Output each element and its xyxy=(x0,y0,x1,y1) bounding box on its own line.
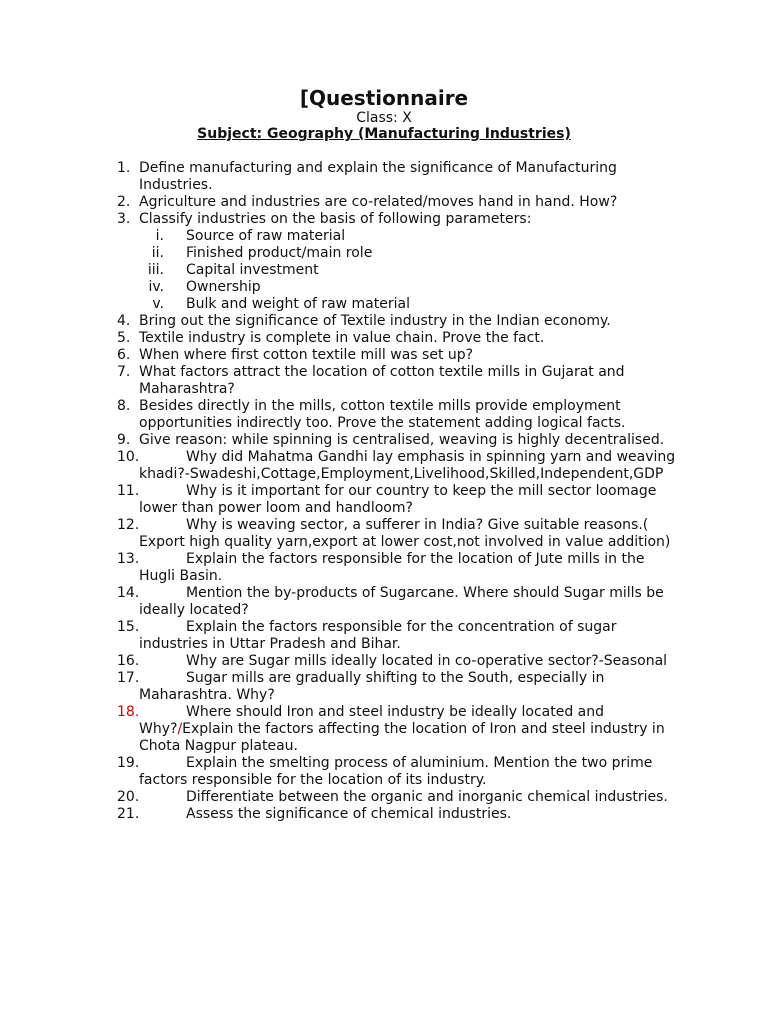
question-number: 15. xyxy=(117,619,140,635)
question-list xyxy=(0,160,768,823)
question-text: Where should Iron and steel industry be ideally located and Why? xyxy=(139,704,605,737)
question-number: 3. xyxy=(117,211,131,227)
question-item xyxy=(0,160,679,194)
question-text: Differentiate between the organic and inorganic chemical industries. xyxy=(186,789,668,805)
question-text: Give reason: while spinning is centralised, weaving is highly decentralised. xyxy=(139,432,665,448)
question-text: Classify industries on the basis of following parameters: xyxy=(139,211,532,227)
question-text: Textile industry is complete in value chain. Prove the fact. xyxy=(139,330,545,346)
question-item xyxy=(0,398,679,432)
question-number: 14. xyxy=(117,585,140,601)
question-text: Explain the factors affecting the location of Iron and steel industry in Chota Nagpur plateau. xyxy=(139,721,665,754)
question-item xyxy=(0,432,679,449)
parameter-number: iii. xyxy=(147,262,164,278)
question-text: Bring out the significance of Textile industry in the Indian economy. xyxy=(139,313,611,329)
parameter-text: Source of raw material xyxy=(186,228,346,244)
question-item xyxy=(0,653,679,670)
question-item xyxy=(0,585,679,619)
question-item xyxy=(0,483,679,517)
question-item xyxy=(0,704,679,755)
parameter-text: Finished product/main role xyxy=(186,245,373,261)
question-number: 20. xyxy=(117,789,140,805)
question-item xyxy=(0,789,679,806)
parameter-text: Capital investment xyxy=(186,262,319,278)
question-text: Why did Mahatma Gandhi lay emphasis in spinning yarn and weaving khadi?-Swadeshi,Cottage,Employment,Livelihood,Skilled,Independent,GDP xyxy=(139,449,676,482)
question-number: 2. xyxy=(117,194,131,210)
parameter-text: Bulk and weight of raw material xyxy=(186,296,410,312)
question-number: 13. xyxy=(117,551,140,567)
question-number: 6. xyxy=(117,347,131,363)
page-title: [Questionnaire xyxy=(299,86,469,110)
question-text: Explain the smelting process of aluminium. Mention the two prime factors responsible for the location of its industry. xyxy=(139,755,653,788)
question-text: Explain the factors responsible for the location of Jute mills in the Hugli Basin. xyxy=(139,551,645,584)
question-number: 4. xyxy=(117,313,131,329)
parameter-number: i. xyxy=(155,228,164,244)
question-item xyxy=(0,347,679,364)
question-number-highlighted: 18. xyxy=(117,704,140,720)
question-number: 9. xyxy=(117,432,131,448)
question-text: Sugar mills are gradually shifting to the South, especially in Maharashtra. Why? xyxy=(139,670,605,703)
question-text: Why are Sugar mills ideally located in co-operative sector?-Seasonal xyxy=(186,653,668,669)
subject-heading: Subject: Geography (Manufacturing Industries) xyxy=(197,126,571,142)
question-number: 10. xyxy=(117,449,140,465)
question-item xyxy=(0,211,679,228)
question-number: 1. xyxy=(117,160,131,176)
question-item xyxy=(0,517,679,551)
question-item xyxy=(0,449,679,483)
question-text: Mention the by-products of Sugarcane. Where should Sugar mills be ideally located? xyxy=(139,585,664,618)
question-text: Agriculture and industries are co-related/moves hand in hand. How? xyxy=(139,194,618,210)
parameter-item xyxy=(0,296,768,313)
question-item xyxy=(0,364,679,398)
question-text: When where first cotton textile mill was set up? xyxy=(139,347,474,363)
question-text: Besides directly in the mills, cotton textile mills provide employment opportunities indirectly too. Prove the statement adding logical facts. xyxy=(139,398,626,431)
question-item xyxy=(0,194,679,211)
question-number: 19. xyxy=(117,755,140,771)
question-text: Explain the factors responsible for the concentration of sugar industries in Uttar Pradesh and Bihar. xyxy=(139,619,617,652)
question-item xyxy=(0,313,679,330)
parameter-number: iv. xyxy=(148,279,164,295)
question-number: 17. xyxy=(117,670,140,686)
question-text: Define manufacturing and explain the significance of Manufacturing Industries. xyxy=(139,160,617,193)
question-number: 8. xyxy=(117,398,131,414)
question-number: 5. xyxy=(117,330,131,346)
question-item xyxy=(0,806,679,823)
class-line: Class: X xyxy=(356,110,412,126)
question-text: What factors attract the location of cotton textile mills in Gujarat and Maharashtra? xyxy=(139,364,625,397)
question-number: 12. xyxy=(117,517,140,533)
question-number: 16. xyxy=(117,653,140,669)
question-number: 21. xyxy=(117,806,140,822)
question-number: 11. xyxy=(117,483,140,499)
question-item xyxy=(0,619,679,653)
question-item xyxy=(0,755,679,789)
parameter-item xyxy=(0,279,768,296)
question-item xyxy=(0,551,679,585)
parameter-text: Ownership xyxy=(186,279,261,295)
parameter-number: v. xyxy=(152,296,164,312)
question-text: Assess the significance of chemical industries. xyxy=(186,806,512,822)
question-item xyxy=(0,330,679,347)
parameter-number: ii. xyxy=(151,245,164,261)
question-text: Why is it important for our country to keep the mill sector loomage lower than power loom and handloom? xyxy=(139,483,657,516)
parameter-item xyxy=(0,228,768,245)
parameter-item xyxy=(0,245,768,262)
question-text: Why is weaving sector, a sufferer in India? Give suitable reasons.( Export high quality yarn,export at lower cost,not involved in value addition) xyxy=(139,517,671,550)
question-item xyxy=(0,670,679,704)
slash-separator: / xyxy=(177,721,183,737)
question-number: 7. xyxy=(117,364,131,380)
parameter-item xyxy=(0,262,768,279)
